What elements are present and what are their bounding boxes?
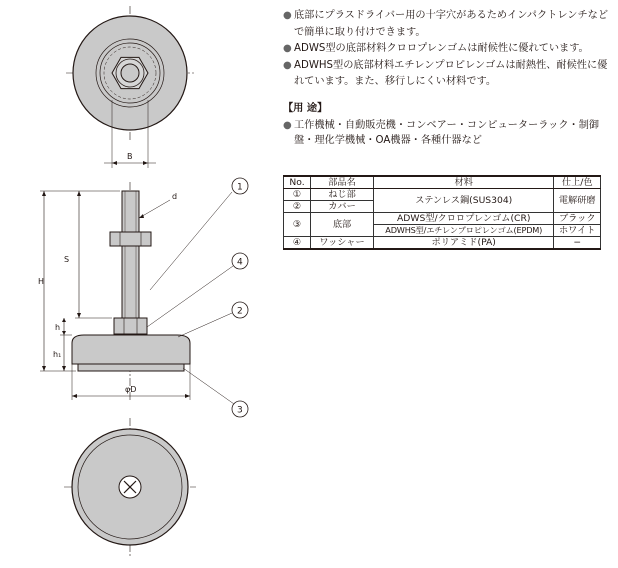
usage-title: 【用 途】	[283, 103, 328, 114]
callout-4: 4	[237, 257, 243, 268]
usage-item	[283, 118, 613, 149]
feature-note-text: ADWS型の底部材料クロロプレンゴムは耐候性に優れています。	[294, 43, 589, 54]
cell-material: ポリアミド(PA)	[374, 237, 554, 250]
cell-part: ねじ部	[311, 189, 374, 201]
side-view	[38, 178, 248, 417]
feature-note-text: 底部にプラスドライバー用の十字穴があるためインパクトレンチなどで簡単に取り付けできます。	[294, 10, 609, 38]
header-part: 部品名	[311, 176, 374, 189]
table-row	[284, 189, 601, 201]
dim-d-small-label: d	[172, 192, 178, 201]
bottom-view	[64, 418, 196, 556]
top-view	[66, 6, 194, 168]
feature-note	[283, 58, 613, 91]
feature-note-text: ADWHS型の底部材料エチレンプロピレンゴムは耐熱性、耐候性に優れています。また、移行しにくい材料です。	[294, 59, 608, 87]
cell-finish: −	[554, 237, 601, 250]
usage-section	[283, 101, 613, 149]
callout-1: 1	[237, 182, 243, 193]
cell-no: ②	[284, 201, 311, 213]
parts-table	[283, 175, 601, 250]
cell-no: ①	[284, 189, 311, 201]
dim-h1-label: h₁	[53, 350, 62, 359]
cell-material: ステンレス鋼(SUS304)	[374, 189, 554, 213]
dim-s-label: S	[64, 255, 70, 264]
dim-h-label: h	[55, 323, 61, 332]
usage-text: 工作機械・自動販売機・コンベアー・コンピューターラック・制御盤・理化学機械・OA機器・各種什器など	[294, 119, 600, 146]
dim-d-label: φD	[125, 385, 137, 394]
feature-note	[283, 41, 613, 58]
header-material: 材料	[374, 176, 554, 189]
cell-part: ワッシャー	[311, 237, 374, 250]
cell-part: 底部	[311, 213, 374, 237]
header-no: No.	[284, 176, 311, 189]
table-row	[284, 213, 601, 225]
table-row	[284, 237, 601, 250]
cell-material: ADWS型/クロロプレンゴム(CR)	[374, 213, 554, 225]
callout-3: 3	[237, 405, 243, 416]
cell-part: カバー	[311, 201, 374, 213]
dim-b-label: B	[127, 152, 133, 161]
cell-finish: ホワイト	[554, 225, 601, 237]
bullet-icon: ●	[283, 43, 292, 54]
cell-finish: ブラック	[554, 213, 601, 225]
dim-h-total-label: H	[38, 277, 45, 286]
bullet-icon: ●	[283, 10, 292, 21]
cell-no: ④	[284, 237, 311, 250]
bullet-icon: ●	[283, 59, 292, 71]
cell-finish: 電解研磨	[554, 189, 601, 213]
bullet-icon: ●	[283, 119, 292, 131]
feature-notes	[283, 8, 613, 91]
header-finish: 仕上/色	[554, 176, 601, 189]
table-header-row	[284, 176, 601, 189]
feature-note	[283, 8, 613, 41]
cell-no: ③	[284, 213, 311, 237]
callout-2: 2	[237, 306, 243, 317]
cell-material: ADWHS型/エチレンプロピレンゴム(EPDM)	[374, 225, 554, 237]
technical-drawing	[0, 0, 280, 568]
